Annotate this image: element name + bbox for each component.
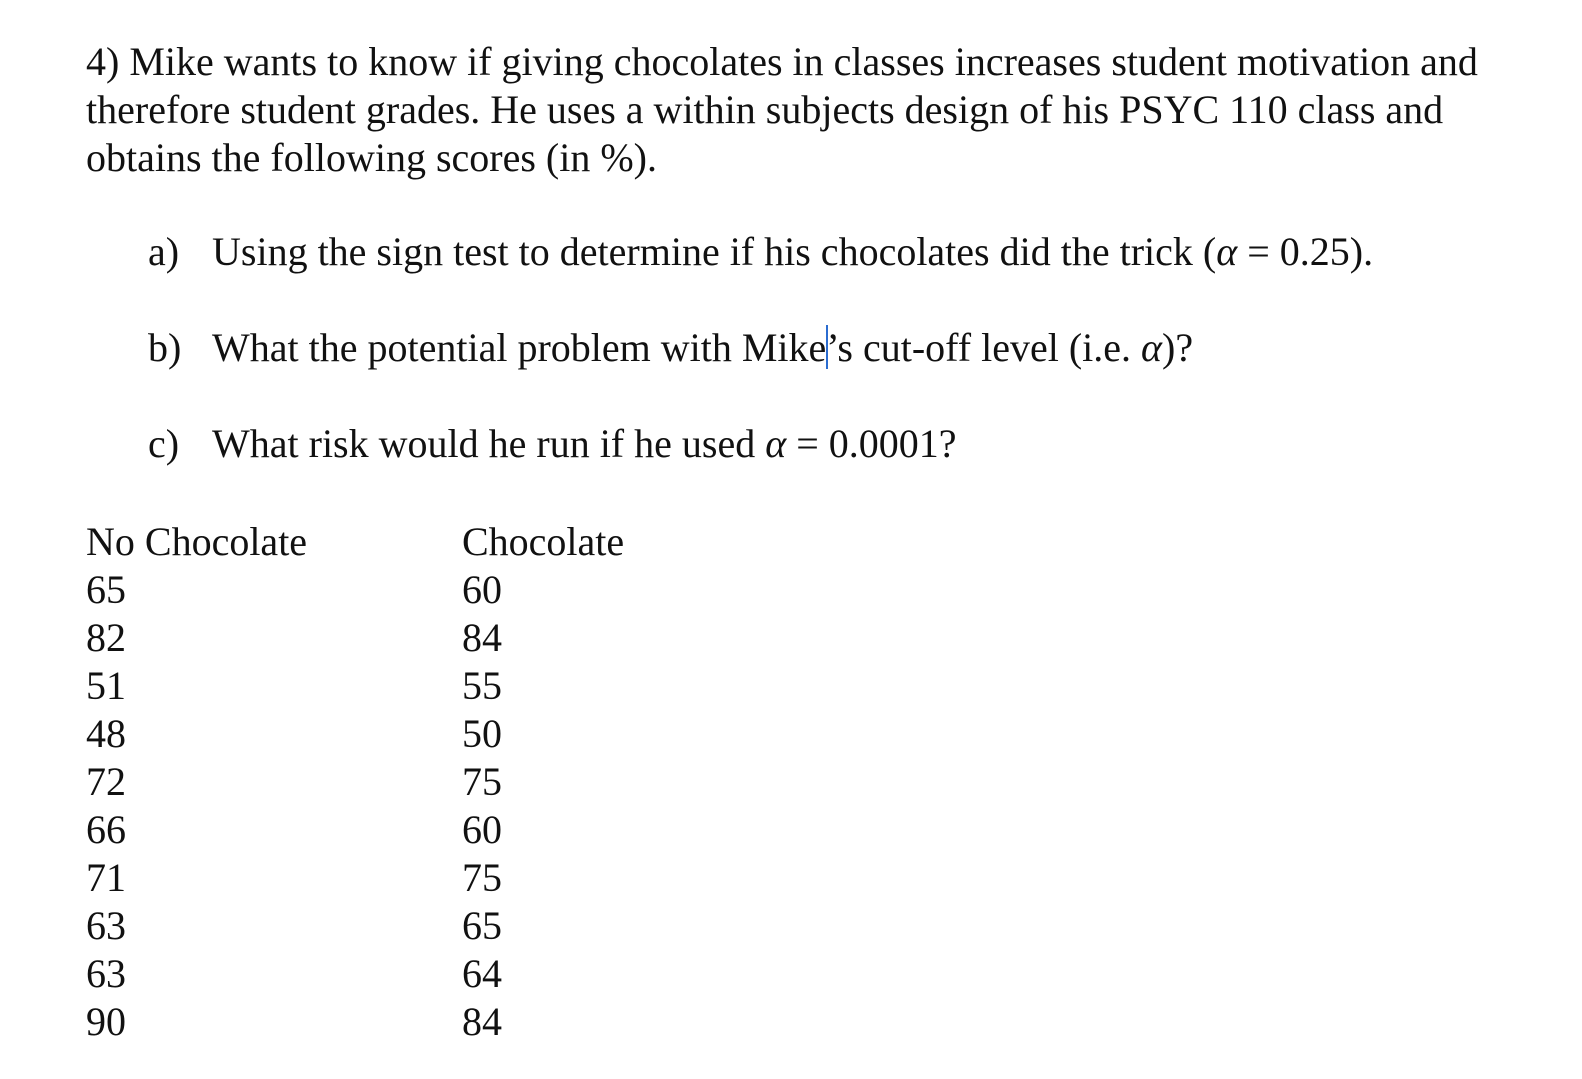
part-b-text-after: )?	[1162, 325, 1194, 370]
part-a	[148, 228, 1528, 276]
question-parts	[148, 228, 1528, 516]
alpha-symbol: α	[1216, 229, 1238, 274]
chocolate-score: 75	[462, 759, 502, 804]
no-chocolate-score: 66	[86, 807, 126, 852]
chocolate-score: 84	[462, 999, 502, 1044]
part-c-text-after: = 0.0001?	[786, 421, 957, 466]
no-chocolate-score: 65	[86, 567, 126, 612]
no-chocolate-score: 90	[86, 999, 126, 1044]
table-header-row	[86, 518, 762, 566]
no-chocolate-score: 63	[86, 903, 126, 948]
part-c-letter: c)	[148, 421, 180, 466]
chocolate-score: 60	[462, 567, 502, 612]
part-c-text	[212, 420, 957, 468]
part-b-letter: b)	[148, 325, 182, 370]
chocolate-score: 64	[462, 951, 502, 996]
question-text: 4) Mike wants to know if giving chocolates in classes increases student motivation and therefore student grades. He uses a within subjects design of his PSYC 110 class and obtains the following scores (in %).	[86, 39, 1478, 180]
no-chocolate-score: 71	[86, 855, 126, 900]
table-row	[86, 902, 762, 950]
table-row	[86, 710, 762, 758]
no-chocolate-score: 72	[86, 759, 126, 804]
table-row	[86, 854, 762, 902]
part-a-letter: a)	[148, 229, 180, 274]
table-row	[86, 950, 762, 998]
part-c-text-before: What risk would he run if he used	[212, 421, 766, 466]
chocolate-score: 50	[462, 711, 502, 756]
chocolate-score: 65	[462, 903, 502, 948]
part-b	[148, 324, 1528, 372]
no-chocolate-score: 82	[86, 615, 126, 660]
table-row	[86, 566, 762, 614]
chocolate-score: 55	[462, 663, 502, 708]
chocolate-score: 84	[462, 615, 502, 660]
header-no-chocolate: No Chocolate	[86, 519, 308, 564]
scores-table	[86, 518, 762, 1046]
no-chocolate-score: 51	[86, 663, 126, 708]
table-row	[86, 614, 762, 662]
no-chocolate-score: 63	[86, 951, 126, 996]
part-b-text[interactable]	[212, 324, 1193, 372]
table-row	[86, 758, 762, 806]
table-row	[86, 806, 762, 854]
part-a-text-before: Using the sign test to determine if his chocolates did the trick (	[212, 229, 1217, 274]
part-a-text	[212, 228, 1373, 276]
header-chocolate: Chocolate	[462, 519, 625, 564]
chocolate-score: 60	[462, 807, 502, 852]
part-b-text-part2: ’s cut-off level (i.e.	[826, 325, 1142, 370]
table-row	[86, 662, 762, 710]
part-b-text-part1: What the potential problem with Mike	[212, 325, 827, 370]
chocolate-score: 75	[462, 855, 502, 900]
table-row	[86, 998, 762, 1046]
alpha-symbol: α	[1141, 325, 1163, 370]
alpha-symbol: α	[765, 421, 787, 466]
part-c	[148, 420, 1528, 468]
no-chocolate-score: 48	[86, 711, 126, 756]
part-a-text-after: = 0.25).	[1237, 229, 1374, 274]
